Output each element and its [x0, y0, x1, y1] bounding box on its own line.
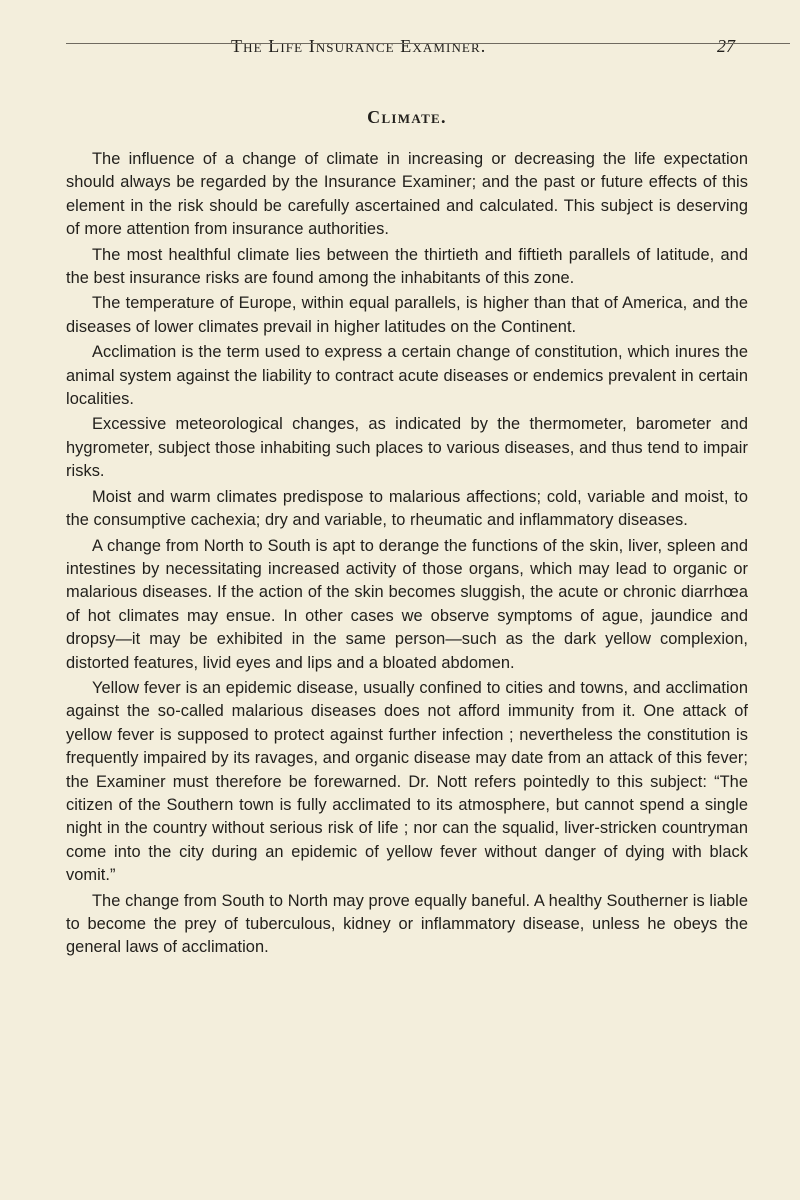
paragraph: Moist and warm climates predispose to malarious affections; cold, variable and moist, to the consumptive cachexia; dry and variable, to rheumatic and inflammatory diseases.	[66, 487, 748, 530]
header-rule	[66, 43, 790, 44]
paragraph: A change from North to South is apt to derange the functions of the skin, liver, spleen and intestines by necessitating increased activity of those organs, which may lead to organic or malarious diseases. If the action of the skin becomes sluggish, the acute or chronic diarrhœa of hot climates may ensue. In other cases we observe symptoms of ague, jaundice and dropsy—it may be exhibited in the same person—such as the dark yellow complexion, distorted features, livid eyes and lips and a bloated abdomen.	[66, 536, 748, 672]
body-text	[66, 148, 748, 960]
running-head	[66, 28, 748, 64]
paragraph: The change from South to North may prove equally baneful. A healthy Southerner is liable to become the prey of tuberculous, kidney or inflammatory disease, unless he obeys the general laws of acclimation.	[66, 891, 748, 957]
paragraph: The influence of a change of climate in increasing or decreasing the life expectation should always be regarded by the Insurance Examiner; and the past or future effects of this element in the risk should be carefully ascertained and calculated. This subject is deserving of more attention from insurance authorities.	[66, 150, 748, 239]
page-number: 27	[717, 36, 735, 56]
running-title: The Life Insurance Examiner.	[231, 36, 487, 56]
paragraph: Acclimation is the term used to express a certain change of constitution, which inures the animal system against the liability to contract acute diseases or endemics prevalent in certain localities.	[66, 343, 748, 409]
paragraph: Excessive meteorological changes, as indicated by the thermometer, barometer and hygrometer, subject those inhabiting such places to various diseases, and thus tend to impair risks.	[66, 415, 748, 481]
paragraph: Yellow fever is an epidemic disease, usually confined to cities and towns, and acclimation against the so-called malarious diseases does not afford immunity from it. One attack of yellow fever is supposed to protect against further infection ; nevertheless the constitution is frequently impaired by its ravages, and organic disease may date from an attack of this fever; the Examiner must therefore be forewarned. Dr. Nott refers pointedly to this subject: “The citizen of the Southern town is fully acclimated to its atmosphere, but cannot spend a single night in the country without serious risk of life ; nor can the squalid, liver-stricken countryman come into the city during an epidemic of yellow fever without danger of dying with black vomit.”	[66, 678, 748, 885]
paragraph: The temperature of Europe, within equal parallels, is higher than that of America, and the diseases of lower climates prevail in higher latitudes on the Continent.	[66, 294, 748, 336]
section-title: Climate.	[367, 107, 447, 127]
paragraph: The most healthful climate lies between the thirtieth and fiftieth parallels of latitude, and the best insurance risks are found among the inhabitants of this zone.	[66, 245, 748, 288]
